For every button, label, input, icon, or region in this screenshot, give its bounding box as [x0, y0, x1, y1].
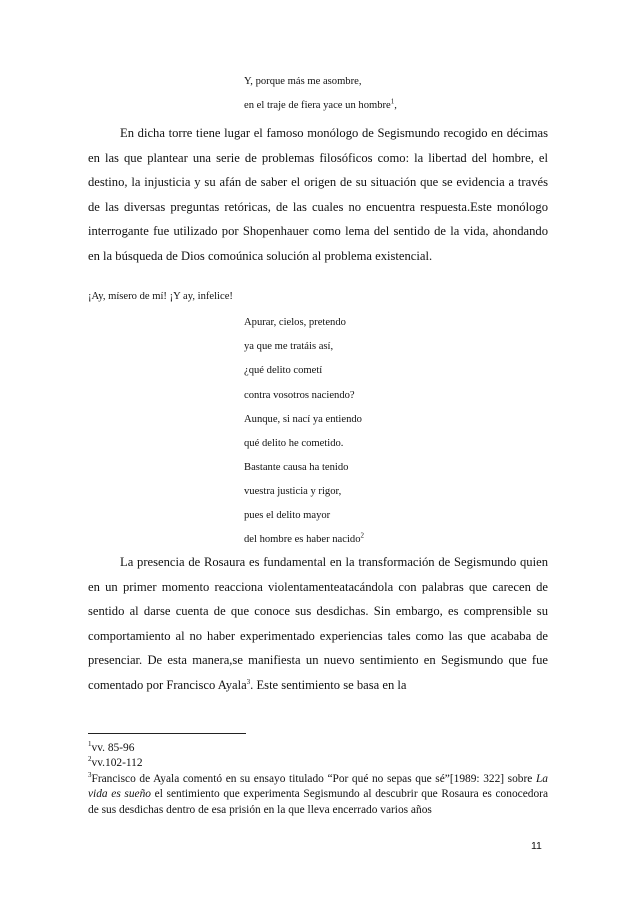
verse-line: contra vosotros naciendo? — [244, 390, 355, 401]
page-number: 11 — [531, 840, 542, 852]
work-title: La vida es sueño — [88, 772, 548, 801]
verse-line: pues el delito mayor — [244, 510, 331, 521]
footnotes — [88, 741, 548, 818]
verse-line: ¿qué delito cometí — [244, 365, 323, 376]
verse-line: vuestra justicia y rigor, — [244, 486, 342, 497]
footnote-number: 1 — [88, 740, 92, 749]
verse-line: ya que me tratáis así, — [244, 341, 334, 352]
footnote-separator — [88, 733, 246, 734]
verse-line: Apurar, cielos, pretendo — [244, 317, 346, 328]
body-paragraph: La presencia de Rosaura es fundamental en la transformación de Segismundo quien en un primer momento reacciona violentamenteatacándola con palabras que carecen de sentido al darse cuenta de que conoce sus desdichas. Sin embargo, es comprensible su comportamiento al no haber experimentado experiencias tales como las que acababa de presenciar. De esta manera,se manifiesta un nuevo sentimiento en Segismundo que fue comentado por Francisco Ayala$^3$. Este sentimiento se basa en la — [88, 555, 548, 692]
verse-line: ¡Ay, mísero de mí! ¡Y ay, infelice! — [88, 291, 233, 302]
footnote: $^2$vv.102-112 — [88, 755, 143, 770]
footnote-number: 3 — [88, 771, 92, 780]
body-paragraph: En dicha torre tiene lugar el famoso monólogo de Segismundo recogido en décimas en las que plantear una serie de problemas filosóficos como: la libertad del hombre, el destino, la injusticia y su afán de saber el origen de su situación que se evidencia a través de las diversas preguntas retóricas, de las cuales no encuentra respuesta.Este monólogo interrogante fue utilizado por Shopenhauer como lema del sentido de la vida, ahondando en la búsqueda de Dios comoúnica solución al problema existencial. — [88, 126, 548, 263]
footnote-number: 2 — [88, 755, 92, 764]
footnote: $^1$vv. 85-96 — [88, 740, 135, 754]
verse-line: qué delito he cometido. — [244, 438, 344, 449]
footnote-ref[interactable]: 1 — [390, 97, 395, 106]
footnote-ref[interactable]: 2 — [360, 531, 364, 540]
footnote: $^3$Francisco de Ayala comentó en su ensayo titulado “Por qué no sepas que sé”[1989: 322] sobre La vida es sueño el sentimiento que experimenta Segismundo al descubrir que Rosaura es conocedora de sus desdichas dentro de esa prisión en la que lleva encerrado varios años — [88, 771, 548, 816]
verse-line: Bastante causa ha tenido — [244, 462, 349, 473]
verse-line: del hombre es haber nacido$^2$ — [244, 531, 364, 545]
verse-line: en el traje de fiera yace un hombre$^1$, — [244, 97, 397, 111]
footnote-ref[interactable]: 3 — [246, 677, 251, 686]
verse-line: Y, porque más me asombre, — [244, 76, 362, 87]
verse-line: Aunque, si nací ya entiendo — [244, 414, 362, 425]
